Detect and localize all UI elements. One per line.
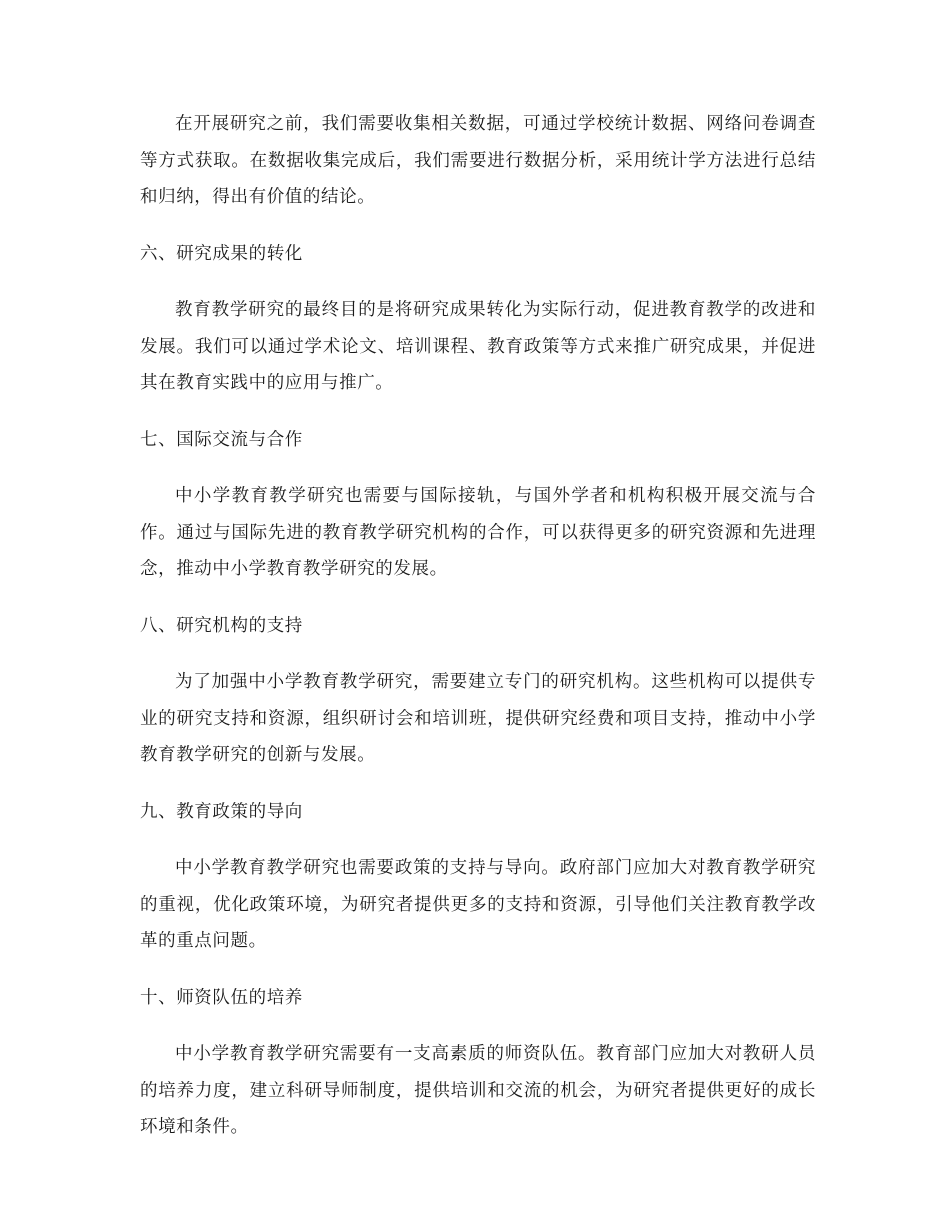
spacer	[140, 588, 816, 608]
paragraph-research-outcome-transformation: 教育教学研究的最终目的是将研究成果转化为实际行动，促进教育教学的改进和发展。我们可以通过学术论文、培训课程、教育政策等方式来推广研究成果，并促进其在教育实践中的应用与推广。	[140, 300, 816, 393]
spacer	[140, 774, 816, 794]
spacer	[140, 272, 816, 292]
heading-research-institution-support: 八、研究机构的支持	[140, 615, 303, 636]
heading-teacher-team-training: 十、师资队伍的培养	[140, 987, 303, 1008]
spacer	[140, 1016, 816, 1036]
document-page	[140, 106, 816, 1146]
spacer	[140, 830, 816, 850]
spacer	[140, 458, 816, 478]
paragraph-data-collection: 在开展研究之前，我们需要收集相关数据，可通过学校统计数据、网络问卷调查等方式获取。在数据收集完成后，我们需要进行数据分析，采用统计学方法进行总结和归纳，得出有价值的结论。	[140, 114, 816, 207]
spacer	[140, 216, 816, 236]
heading-research-outcome-transformation: 六、研究成果的转化	[140, 243, 303, 264]
spacer	[140, 402, 816, 422]
heading-international-exchange: 七、国际交流与合作	[140, 429, 303, 450]
paragraph-research-institution-support: 为了加强中小学教育教学研究，需要建立专门的研究机构。这些机构可以提供专业的研究支持和资源，组织研讨会和培训班，提供研究经费和项目支持，推动中小学教育教学研究的创新与发展。	[140, 672, 816, 765]
spacer	[140, 644, 816, 664]
heading-education-policy-guidance: 九、教育政策的导向	[140, 801, 303, 822]
paragraph-education-policy-guidance: 中小学教育教学研究也需要政策的支持与导向。政府部门应加大对教育教学研究的重视，优化政策环境，为研究者提供更多的支持和资源，引导他们关注教育教学改革的重点问题。	[140, 858, 816, 951]
paragraph-international-exchange: 中小学教育教学研究也需要与国际接轨，与国外学者和机构积极开展交流与合作。通过与国际先进的教育教学研究机构的合作，可以获得更多的研究资源和先进理念，推动中小学教育教学研究的发展。	[140, 486, 816, 579]
spacer	[140, 960, 816, 980]
paragraph-teacher-team-training: 中小学教育教学研究需要有一支高素质的师资队伍。教育部门应加大对教研人员的培养力度，建立科研导师制度，提供培训和交流的机会，为研究者提供更好的成长环境和条件。	[140, 1044, 816, 1137]
